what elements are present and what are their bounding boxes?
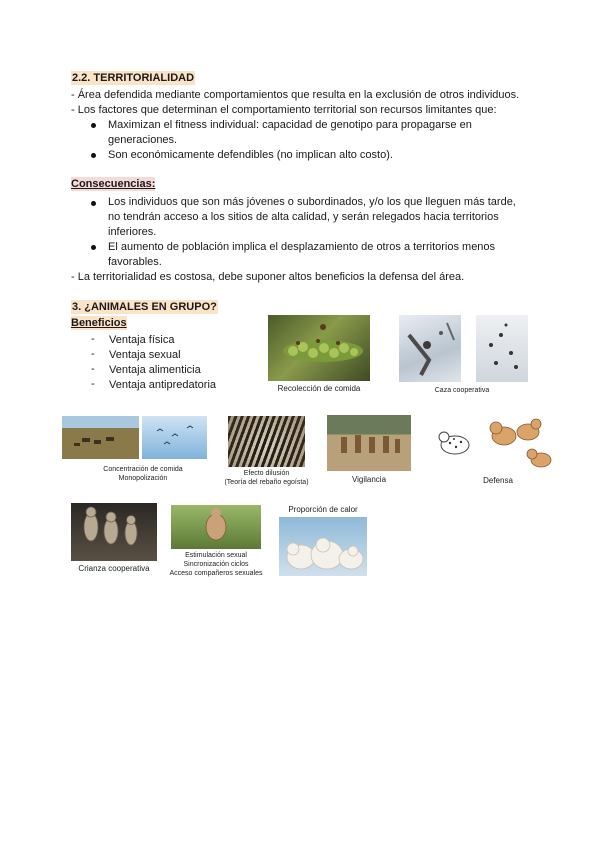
caption-dilucion-2: (Teoría del rebaño egoísta): [224, 479, 309, 486]
bullet-text: El aumento de población implica el desplazamiento de otros a territorios menos: [108, 241, 496, 253]
list-item: Ventaja física: [109, 334, 175, 346]
photo-birds-sky: [142, 416, 207, 459]
photo-ants-food: [268, 315, 370, 381]
drawing-leopard: [436, 425, 474, 461]
bullet-text: Son económicamente defendibles (no implican alto costo).: [108, 149, 393, 161]
caption-recoleccion: Recolección de comida: [277, 384, 361, 393]
list-dash: -: [91, 348, 95, 360]
list-item: Ventaja antipredatoria: [109, 379, 217, 391]
text-line: - Área defendida mediante comportamientos que resulta en la exclusión de otros individuos.: [71, 89, 520, 101]
list-dash: -: [91, 333, 95, 345]
bullet-dot: [91, 245, 96, 250]
photo-polar-bears: [279, 517, 367, 576]
bullet-text: Los individuos que son más jóvenes o subordinados, y/o los que lleguen más tarde,: [108, 196, 516, 208]
bullet-dot: [91, 153, 96, 158]
caption-estimulacion-2: Sincronización ciclos: [183, 561, 249, 568]
list-item: Ventaja alimenticia: [109, 364, 201, 376]
bullet-text: Maximizan el fitness individual: capacidad de genotipo para propagarse en: [108, 119, 472, 131]
bullet-text: favorables.: [108, 256, 162, 268]
caption-calor: Proporción de calor: [288, 505, 358, 514]
drawing-baboons: [486, 414, 556, 476]
photo-sexual-stimulation: [171, 505, 261, 549]
consecuencias-heading: Consecuencias:: [71, 178, 156, 190]
list-dash: -: [91, 378, 95, 390]
bullet-dot: [91, 201, 96, 206]
caption-crianza: Crianza cooperativa: [78, 564, 150, 573]
beneficios-heading: Beneficios: [71, 317, 127, 329]
list-item: Ventaja sexual: [109, 349, 181, 361]
caption-concentracion-1: Concentración de comida: [103, 466, 183, 473]
text-line: - La territorialidad es costosa, debe suponer altos beneficios la defensa del área.: [71, 271, 465, 283]
list-dash: -: [91, 363, 95, 375]
section-heading-animales-en-grupo: 3. ¿ANIMALES EN GRUPO?: [72, 301, 217, 313]
bullet-text: inferiores.: [108, 226, 157, 238]
photo-snow-hunt-1: [399, 315, 461, 382]
caption-dilucion-1: Efecto dilusión: [243, 470, 290, 477]
text-line: - Los factores que determinan el comportamiento territorial son recursos limitantes que:: [71, 104, 497, 116]
caption-caza: Caza cooperativa: [434, 387, 490, 394]
photo-snow-hunt-2: [476, 315, 528, 382]
photo-vigilance-deer: [327, 415, 411, 471]
caption-vigilancia: Vigilancia: [351, 475, 387, 484]
photo-zebras: [228, 416, 305, 467]
photo-meerkats: [71, 503, 157, 561]
bullet-dot: [91, 123, 96, 128]
bullet-text: no tendrán acceso a los sitios de alta calidad, y serán relegados hacia territorios: [108, 211, 499, 223]
caption-estimulacion-3: Acceso compañeros sexuales: [169, 570, 263, 577]
caption-concentracion-2: Monopolización: [118, 475, 168, 482]
photo-savanna-herd: [62, 416, 139, 459]
bullet-text: generaciones.: [108, 134, 178, 146]
caption-defensa: Defensa: [483, 476, 513, 485]
caption-estimulacion-1: Estimulación sexual: [185, 552, 247, 559]
section-heading-territorialidad: 2.2. TERRITORIALIDAD: [72, 72, 195, 84]
